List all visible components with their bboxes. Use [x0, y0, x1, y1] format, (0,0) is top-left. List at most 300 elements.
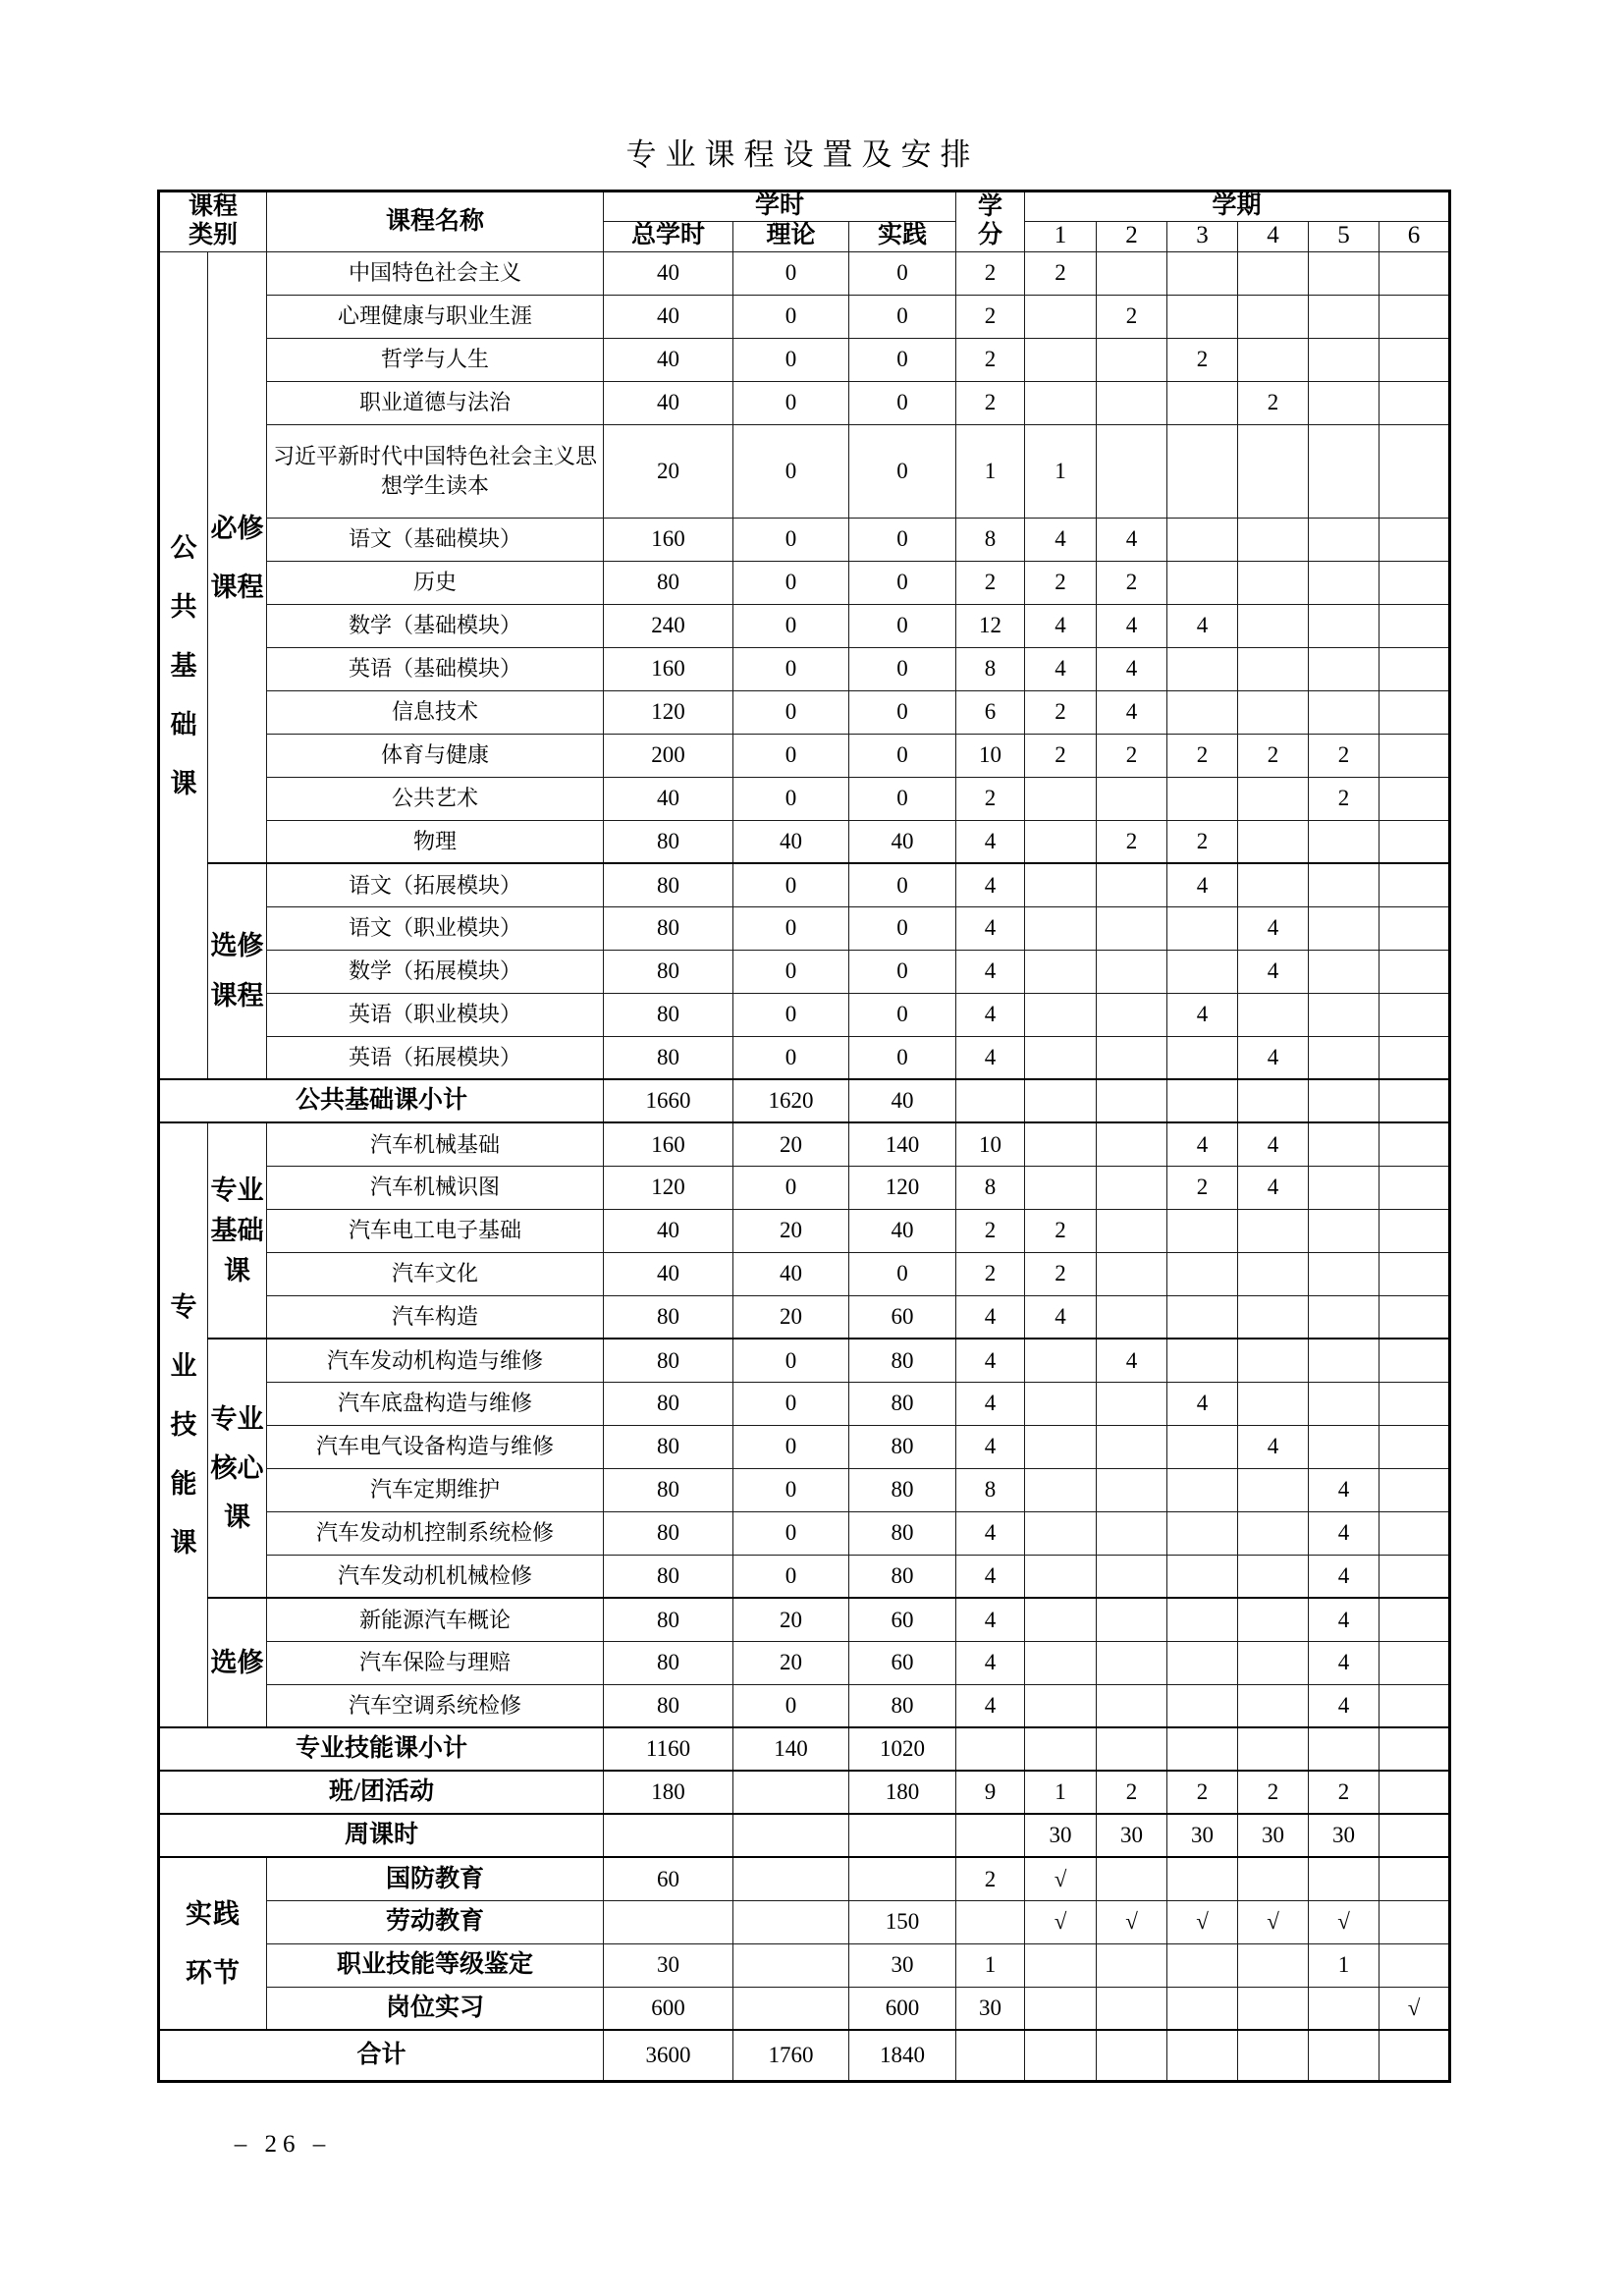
cell-theory: 0 [733, 734, 849, 777]
cell-sem-6 [1380, 1598, 1450, 1641]
cell-sem-2 [1097, 1295, 1167, 1339]
course-name-cell-label: 数学（基础模块） [348, 613, 521, 638]
cell-sem-4 [1238, 647, 1309, 690]
cell-sem-4 [1238, 1727, 1309, 1771]
course-name-cell-label: 习近平新时代中国特色社会主义思想学生读本 [273, 444, 598, 498]
course-name-cell-label: 汽车发动机机械检修 [337, 1563, 532, 1589]
cell-total-hours [604, 1900, 733, 1943]
cell-practice: 0 [849, 950, 956, 993]
cell-sem-1 [1025, 1036, 1097, 1079]
table-row [159, 381, 1450, 424]
cell-theory: 0 [733, 950, 849, 993]
cell-sem-3 [1167, 690, 1238, 734]
cell-sem-5: 1 [1309, 1943, 1380, 1987]
cell-sem-1: 2 [1025, 734, 1097, 777]
cell-sem-2 [1097, 1555, 1167, 1598]
cell-practice: 0 [849, 518, 956, 561]
cell-sem-1: 30 [1025, 1814, 1097, 1857]
cell-sem-6 [1380, 1382, 1450, 1425]
cell-sem-1: 4 [1025, 1295, 1097, 1339]
cell-sem-5 [1309, 338, 1380, 381]
course-name-cell-label: 新能源汽车概论 [358, 1607, 511, 1632]
course-name-cell-label: 语文（基础模块） [348, 526, 521, 552]
cell-sem-5 [1309, 381, 1380, 424]
cell-sem-1: 2 [1025, 1209, 1097, 1252]
subcategory-cell-label: 专业核心课 [210, 1404, 264, 1533]
cell-sem-1 [1025, 950, 1097, 993]
cell-theory: 0 [733, 424, 849, 518]
cell-credits: 30 [956, 1987, 1025, 2030]
cell-sem-1: 1 [1025, 1771, 1097, 1814]
cell-sem-5 [1309, 1339, 1380, 1382]
cell-practice: 140 [849, 1122, 956, 1166]
cell-sem-3 [1167, 1339, 1238, 1382]
course-name-cell [267, 1857, 604, 1900]
cell-credits: 4 [956, 820, 1025, 863]
cell-practice: 0 [849, 604, 956, 647]
cell-credits: 8 [956, 1468, 1025, 1511]
cell-sem-6 [1380, 1814, 1450, 1857]
table-row [159, 1295, 1450, 1339]
cell-sem-3 [1167, 906, 1238, 950]
cell-sem-3 [1167, 381, 1238, 424]
cell-sem-4 [1238, 993, 1309, 1036]
cell-practice: 60 [849, 1295, 956, 1339]
cell-total-hours: 80 [604, 906, 733, 950]
table-row [159, 1555, 1450, 1598]
cell-sem-4 [1238, 1511, 1309, 1555]
cell-theory: 0 [733, 1468, 849, 1511]
cell-sem-4: 4 [1238, 1122, 1309, 1166]
cell-credits: 2 [956, 1252, 1025, 1295]
cell-sem-3: 4 [1167, 863, 1238, 906]
cell-sem-2 [1097, 777, 1167, 820]
cell-practice: 40 [849, 1209, 956, 1252]
cell-sem-4: 30 [1238, 1814, 1309, 1857]
cell-sem-1 [1025, 1684, 1097, 1727]
table-row [159, 1684, 1450, 1727]
cell-sem-1 [1025, 295, 1097, 338]
course-name-cell-label: 汽车空调系统检修 [348, 1693, 521, 1719]
subcategory-cell [208, 1122, 267, 1339]
cell-sem-4 [1238, 1382, 1309, 1425]
course-name-cell [267, 561, 604, 604]
table-row [159, 1339, 1450, 1382]
cell-sem-1 [1025, 906, 1097, 950]
cell-sem-2 [1097, 2030, 1167, 2081]
header-sem-4: 4 [1238, 221, 1309, 251]
cell-sem-1: √ [1025, 1857, 1097, 1900]
cell-theory [733, 1814, 849, 1857]
cell-sem-2 [1097, 906, 1167, 950]
cell-sem-2 [1097, 1511, 1167, 1555]
cell-sem-1: 2 [1025, 1252, 1097, 1295]
cell-practice: 60 [849, 1641, 956, 1684]
cell-total-hours: 80 [604, 993, 733, 1036]
cell-sem-5: 2 [1309, 777, 1380, 820]
course-name-cell-label: 专业技能课小计 [295, 1735, 467, 1763]
cell-sem-4 [1238, 1857, 1309, 1900]
cell-total-hours: 80 [604, 1641, 733, 1684]
cell-sem-2 [1097, 1166, 1167, 1209]
cell-practice: 600 [849, 1987, 956, 2030]
cell-credits: 4 [956, 1511, 1025, 1555]
cell-theory: 140 [733, 1727, 849, 1771]
cell-practice: 40 [849, 1079, 956, 1122]
cell-sem-6 [1380, 1468, 1450, 1511]
table-row [159, 906, 1450, 950]
cell-sem-1 [1025, 1382, 1097, 1425]
cell-total-hours: 80 [604, 1339, 733, 1382]
table-row [159, 863, 1450, 906]
table-row [159, 1900, 1450, 1943]
cell-sem-5 [1309, 2030, 1380, 2081]
cell-credits: 4 [956, 1555, 1025, 1598]
course-name-cell [267, 1425, 604, 1468]
cell-sem-3: 2 [1167, 1166, 1238, 1209]
cell-sem-5 [1309, 1987, 1380, 2030]
cell-sem-3 [1167, 1511, 1238, 1555]
cell-sem-4 [1238, 1339, 1309, 1382]
cell-sem-3 [1167, 1079, 1238, 1122]
cell-sem-2 [1097, 1857, 1167, 1900]
cell-sem-2: 2 [1097, 734, 1167, 777]
cell-sem-2 [1097, 1727, 1167, 1771]
cell-sem-5: 4 [1309, 1511, 1380, 1555]
cell-practice: 0 [849, 338, 956, 381]
cell-sem-4 [1238, 777, 1309, 820]
table-row [159, 734, 1450, 777]
cell-sem-2 [1097, 381, 1167, 424]
cell-sem-5 [1309, 251, 1380, 295]
header-course-name: 课程名称 [267, 191, 604, 252]
cell-credits: 4 [956, 1036, 1025, 1079]
cell-practice [849, 1857, 956, 1900]
course-name-cell [159, 1771, 604, 1814]
course-name-cell-label: 语文（拓展模块） [348, 872, 521, 898]
cell-sem-3 [1167, 1943, 1238, 1987]
cell-credits: 4 [956, 863, 1025, 906]
cell-credits: 2 [956, 295, 1025, 338]
course-name-cell [267, 820, 604, 863]
cell-theory: 20 [733, 1295, 849, 1339]
table-row [159, 604, 1450, 647]
course-name-cell [267, 1122, 604, 1166]
course-name-cell [267, 647, 604, 690]
cell-sem-3: 2 [1167, 820, 1238, 863]
cell-credits: 4 [956, 906, 1025, 950]
course-name-cell [267, 690, 604, 734]
course-name-cell [267, 993, 604, 1036]
cell-sem-6 [1380, 1425, 1450, 1468]
cell-sem-3 [1167, 1555, 1238, 1598]
cell-practice: 0 [849, 777, 956, 820]
cell-sem-3 [1167, 518, 1238, 561]
table-row [159, 777, 1450, 820]
cell-sem-3 [1167, 777, 1238, 820]
cell-sem-2: 4 [1097, 604, 1167, 647]
cell-practice: 80 [849, 1684, 956, 1727]
category-cell-label: 实践环节 [185, 1899, 241, 1989]
cell-total-hours: 160 [604, 647, 733, 690]
cell-sem-6 [1380, 1555, 1450, 1598]
course-name-cell [267, 1468, 604, 1511]
cell-sem-1 [1025, 1987, 1097, 2030]
cell-sem-3 [1167, 1727, 1238, 1771]
cell-sem-5: 4 [1309, 1641, 1380, 1684]
cell-sem-6 [1380, 1295, 1450, 1339]
cell-theory [733, 1771, 849, 1814]
cell-sem-2 [1097, 1684, 1167, 1727]
cell-total-hours: 20 [604, 424, 733, 518]
cell-credits: 2 [956, 1857, 1025, 1900]
cell-total-hours: 80 [604, 1036, 733, 1079]
course-name-cell [267, 604, 604, 647]
cell-sem-6 [1380, 1339, 1450, 1382]
course-name-cell [159, 2030, 604, 2081]
cell-credits: 2 [956, 338, 1025, 381]
cell-total-hours: 40 [604, 338, 733, 381]
cell-practice: 0 [849, 647, 956, 690]
header-sem-6: 6 [1380, 221, 1450, 251]
cell-practice: 0 [849, 561, 956, 604]
cell-sem-2: 2 [1097, 820, 1167, 863]
cell-total-hours: 1160 [604, 1727, 733, 1771]
course-name-cell-label: 中国特色社会主义 [348, 260, 521, 286]
cell-sem-6 [1380, 820, 1450, 863]
cell-sem-5 [1309, 906, 1380, 950]
cell-sem-5 [1309, 1079, 1380, 1122]
cell-theory: 20 [733, 1209, 849, 1252]
cell-sem-6 [1380, 561, 1450, 604]
cell-credits: 4 [956, 1598, 1025, 1641]
cell-sem-3: 4 [1167, 604, 1238, 647]
cell-total-hours: 40 [604, 1209, 733, 1252]
subcategory-cell [208, 863, 267, 1079]
course-name-cell-label: 汽车电工电子基础 [348, 1218, 521, 1243]
cell-practice: 0 [849, 906, 956, 950]
cell-theory: 20 [733, 1598, 849, 1641]
cell-sem-3 [1167, 295, 1238, 338]
cell-sem-3: 4 [1167, 1122, 1238, 1166]
cell-sem-2 [1097, 993, 1167, 1036]
cell-sem-5: √ [1309, 1900, 1380, 1943]
cell-sem-4 [1238, 1684, 1309, 1727]
cell-sem-4 [1238, 1987, 1309, 2030]
cell-sem-6 [1380, 1166, 1450, 1209]
cell-sem-4 [1238, 1295, 1309, 1339]
cell-credits [956, 1900, 1025, 1943]
cell-sem-5: 2 [1309, 1771, 1380, 1814]
cell-sem-2: 2 [1097, 561, 1167, 604]
cell-sem-1 [1025, 1511, 1097, 1555]
cell-total-hours: 40 [604, 1252, 733, 1295]
course-name-cell [267, 518, 604, 561]
cell-sem-5 [1309, 1209, 1380, 1252]
cell-total-hours: 240 [604, 604, 733, 647]
cell-sem-4 [1238, 295, 1309, 338]
cell-sem-3 [1167, 251, 1238, 295]
cell-sem-4: 4 [1238, 1166, 1309, 1209]
course-name-cell [267, 1511, 604, 1555]
table-row [159, 338, 1450, 381]
cell-theory: 0 [733, 1382, 849, 1425]
cell-sem-3: 2 [1167, 338, 1238, 381]
cell-sem-3: √ [1167, 1900, 1238, 1943]
cell-total-hours: 80 [604, 820, 733, 863]
course-name-cell [267, 1036, 604, 1079]
subcategory-cell-label: 选修课程 [210, 931, 264, 1011]
cell-sem-6 [1380, 1857, 1450, 1900]
page-number: – 26 – [234, 2131, 332, 2158]
cell-sem-1 [1025, 863, 1097, 906]
cell-sem-3: 2 [1167, 1771, 1238, 1814]
course-name-cell [267, 863, 604, 906]
cell-sem-5 [1309, 1295, 1380, 1339]
cell-theory: 0 [733, 1166, 849, 1209]
cell-sem-2 [1097, 251, 1167, 295]
course-name-cell [159, 1727, 604, 1771]
cell-sem-2: 4 [1097, 647, 1167, 690]
subcategory-cell [208, 1598, 267, 1727]
cell-sem-2 [1097, 424, 1167, 518]
cell-credits: 4 [956, 993, 1025, 1036]
cell-sem-2 [1097, 1987, 1167, 2030]
header-hours-group: 学时 [604, 191, 956, 222]
table-row [159, 1771, 1450, 1814]
cell-sem-5 [1309, 1857, 1380, 1900]
table-row [159, 993, 1450, 1036]
category-cell [159, 1857, 267, 2030]
cell-sem-5 [1309, 690, 1380, 734]
cell-practice: 80 [849, 1425, 956, 1468]
cell-credits: 1 [956, 1943, 1025, 1987]
table-header [159, 191, 1450, 252]
table-row [159, 1122, 1450, 1166]
cell-sem-2 [1097, 338, 1167, 381]
table-row [159, 1814, 1450, 1857]
course-name-cell [267, 1900, 604, 1943]
header-theory: 理论 [733, 221, 849, 251]
cell-theory: 0 [733, 251, 849, 295]
cell-total-hours: 200 [604, 734, 733, 777]
cell-sem-1 [1025, 2030, 1097, 2081]
cell-sem-2 [1097, 1036, 1167, 1079]
cell-sem-3 [1167, 1641, 1238, 1684]
course-name-cell-label: 汽车发动机控制系统检修 [315, 1520, 554, 1546]
cell-credits: 4 [956, 1641, 1025, 1684]
cell-sem-4: 4 [1238, 906, 1309, 950]
cell-total-hours: 160 [604, 518, 733, 561]
cell-sem-5 [1309, 1122, 1380, 1166]
cell-theory: 0 [733, 518, 849, 561]
course-name-cell [267, 338, 604, 381]
cell-sem-5 [1309, 518, 1380, 561]
cell-practice: 80 [849, 1468, 956, 1511]
course-name-cell [267, 1943, 604, 1987]
cell-sem-2: 2 [1097, 1771, 1167, 1814]
cell-total-hours: 80 [604, 1295, 733, 1339]
cell-sem-2 [1097, 1122, 1167, 1166]
course-name-cell-label: 汽车发动机构造与维修 [326, 1347, 543, 1373]
cell-sem-1: 4 [1025, 647, 1097, 690]
category-cell-label: 公共基础课 [170, 532, 197, 798]
cell-sem-2 [1097, 863, 1167, 906]
cell-sem-4 [1238, 1555, 1309, 1598]
cell-theory: 0 [733, 1511, 849, 1555]
cell-credits: 10 [956, 734, 1025, 777]
course-name-cell-label: 合计 [356, 2042, 406, 2069]
cell-sem-4 [1238, 690, 1309, 734]
cell-theory: 0 [733, 906, 849, 950]
subcategory-cell [208, 1339, 267, 1598]
cell-theory: 1760 [733, 2030, 849, 2081]
cell-sem-3 [1167, 1295, 1238, 1339]
course-name-cell-label: 体育与健康 [380, 742, 489, 768]
cell-sem-1 [1025, 820, 1097, 863]
course-name-cell [267, 1641, 604, 1684]
cell-total-hours: 40 [604, 295, 733, 338]
cell-theory: 0 [733, 1555, 849, 1598]
cell-total-hours: 40 [604, 381, 733, 424]
course-name-cell-label: 汽车保险与理赔 [358, 1650, 511, 1675]
page-title: 专业课程设置及安排 [625, 137, 980, 172]
cell-sem-1 [1025, 1555, 1097, 1598]
course-name-cell [267, 1555, 604, 1598]
cell-sem-5 [1309, 993, 1380, 1036]
cell-theory [733, 1900, 849, 1943]
cell-total-hours: 600 [604, 1987, 733, 2030]
cell-sem-1 [1025, 338, 1097, 381]
course-name-cell [267, 1598, 604, 1641]
cell-sem-3 [1167, 424, 1238, 518]
cell-sem-5: 4 [1309, 1598, 1380, 1641]
course-name-cell [267, 906, 604, 950]
cell-credits: 8 [956, 518, 1025, 561]
cell-sem-4 [1238, 1079, 1309, 1122]
cell-credits: 2 [956, 381, 1025, 424]
cell-sem-6 [1380, 604, 1450, 647]
category-cell-label: 专业技能课 [170, 1292, 197, 1558]
cell-sem-6 [1380, 424, 1450, 518]
cell-sem-1 [1025, 1598, 1097, 1641]
cell-sem-3 [1167, 1987, 1238, 2030]
cell-sem-6 [1380, 906, 1450, 950]
subcategory-cell [208, 251, 267, 863]
cell-total-hours [604, 1814, 733, 1857]
cell-sem-5: 4 [1309, 1468, 1380, 1511]
cell-total-hours: 60 [604, 1857, 733, 1900]
header-sem-3: 3 [1167, 221, 1238, 251]
cell-theory: 0 [733, 1425, 849, 1468]
cell-sem-1 [1025, 381, 1097, 424]
course-name-cell-label: 心理健康与职业生涯 [337, 303, 532, 329]
cell-sem-4 [1238, 561, 1309, 604]
cell-sem-1: √ [1025, 1900, 1097, 1943]
header-total-hours: 总学时 [604, 221, 733, 251]
cell-credits: 6 [956, 690, 1025, 734]
cell-sem-1: 1 [1025, 424, 1097, 518]
cell-total-hours: 120 [604, 690, 733, 734]
course-name-cell [267, 950, 604, 993]
table-row [159, 518, 1450, 561]
cell-credits: 2 [956, 561, 1025, 604]
cell-theory: 1620 [733, 1079, 849, 1122]
cell-sem-6 [1380, 950, 1450, 993]
table-row [159, 424, 1450, 518]
cell-sem-3: 30 [1167, 1814, 1238, 1857]
subcategory-cell-label: 专业基础课 [210, 1175, 264, 1285]
